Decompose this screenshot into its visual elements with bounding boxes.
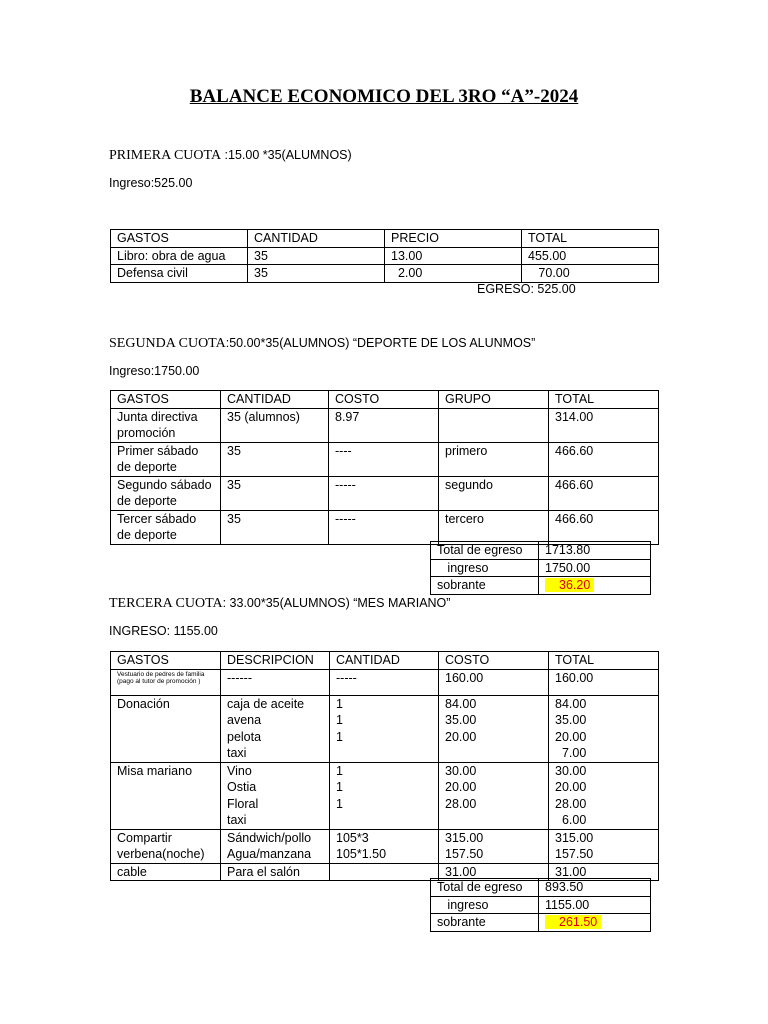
header-cell: COSTO <box>439 652 549 670</box>
table-cell: Libro: obra de agua <box>111 247 248 265</box>
table-cell: segundo <box>439 476 549 510</box>
table-cell: 35 (alumnos) <box>221 408 329 442</box>
table-row <box>111 829 659 863</box>
table-cell: 84.00 35.00 20.00 7.00 <box>549 695 659 762</box>
table-cell: 455.00 <box>522 247 659 265</box>
table-cell: 160.00 <box>549 669 659 695</box>
table-cell: Donación <box>111 695 221 762</box>
summary-row <box>431 542 651 560</box>
section-2-heading: SEGUNDA CUOTA <box>109 336 226 351</box>
section-1-detail: :15.00 *35(ALUMNOS) <box>221 148 352 162</box>
summary-value: 893.50 <box>539 879 651 897</box>
summary-label: ingreso <box>431 559 539 577</box>
table-cell: 314.00 <box>549 408 659 442</box>
table-cell: tercero <box>439 510 549 544</box>
table-row <box>111 762 659 829</box>
table-cell: 35 <box>221 510 329 544</box>
table-cell: ----- <box>329 510 439 544</box>
table-cell: ----- <box>330 669 439 695</box>
section-3-header <box>109 596 450 612</box>
section-3-summary <box>430 878 651 932</box>
summary-value: 1155.00 <box>539 896 651 914</box>
summary-label: Total de egreso <box>431 542 539 560</box>
highlighted-sobrante: 36.20 <box>545 578 594 592</box>
table-header-row <box>111 391 659 409</box>
summary-row <box>431 559 651 577</box>
header-cell: COSTO <box>329 391 439 409</box>
header-cell: TOTAL <box>522 230 659 248</box>
table-header-row <box>111 652 659 670</box>
table-row <box>111 442 659 476</box>
summary-label: sobrante <box>431 577 539 595</box>
header-cell: PRECIO <box>385 230 522 248</box>
table-cell <box>330 863 439 881</box>
header-cell: TOTAL <box>549 391 659 409</box>
table-cell: caja de aceite avena pelota taxi <box>221 695 330 762</box>
section-1-ingreso: Ingreso:525.00 <box>109 176 193 190</box>
table-cell: 30.00 20.00 28.00 6.00 <box>549 762 659 829</box>
section-3-table <box>110 651 659 881</box>
header-cell: CANTIDAD <box>248 230 385 248</box>
table-cell: Compartir verbena(noche) <box>111 829 221 863</box>
table-cell: 1 1 1 <box>330 762 439 829</box>
table-cell: 2.00 <box>385 265 522 283</box>
summary-value: 1713.80 <box>539 542 651 560</box>
header-cell: GRUPO <box>439 391 549 409</box>
document-title: BALANCE ECONOMICO DEL 3RO “A”-2024 <box>189 86 579 107</box>
table-cell: Junta directiva promoción <box>111 408 221 442</box>
section-1-table <box>110 229 659 283</box>
table-row <box>111 408 659 442</box>
summary-row <box>431 879 651 897</box>
header-cell: CANTIDAD <box>330 652 439 670</box>
section-3-ingreso: INGRESO: 1155.00 <box>109 624 218 638</box>
table-cell: 315.00 157.50 <box>439 829 549 863</box>
table-cell: Sándwich/pollo Agua/manzana <box>221 829 330 863</box>
table-cell: Vestuario de pedres de familia (pago al tutor de promoción ) <box>111 669 221 695</box>
table-header-row <box>111 230 659 248</box>
header-cell: GASTOS <box>111 391 221 409</box>
table-cell: cable <box>111 863 221 881</box>
table-row <box>111 247 659 265</box>
table-cell: 8.97 <box>329 408 439 442</box>
header-cell: CANTIDAD <box>221 391 329 409</box>
table-cell: 466.60 <box>549 510 659 544</box>
header-cell: GASTOS <box>111 652 221 670</box>
table-row <box>111 265 659 283</box>
table-cell: Vino Ostia Floral taxi <box>221 762 330 829</box>
section-2-summary <box>430 541 651 595</box>
table-row <box>111 695 659 762</box>
table-row <box>111 669 659 695</box>
table-cell: 35 <box>248 247 385 265</box>
section-2-table <box>110 390 659 545</box>
highlighted-sobrante: 261.50 <box>545 915 601 929</box>
table-row <box>111 510 659 544</box>
section-1-header <box>109 148 352 164</box>
header-cell: DESCRIPCION <box>221 652 330 670</box>
table-cell: 35 <box>221 476 329 510</box>
table-cell: 1 1 1 <box>330 695 439 762</box>
table-cell: ------ <box>221 669 330 695</box>
section-1-egreso: EGRESO: 525.00 <box>477 282 576 296</box>
table-cell: Para el salón <box>221 863 330 881</box>
section-1-heading: PRIMERA CUOTA <box>109 148 222 163</box>
table-cell: 35 <box>248 265 385 283</box>
section-2-header <box>109 336 535 352</box>
summary-value <box>539 577 651 595</box>
table-cell: Misa mariano <box>111 762 221 829</box>
section-3-detail: : 33.00*35(ALUMNOS) “MES MARIANO” <box>222 596 451 610</box>
table-cell: Defensa civil <box>111 265 248 283</box>
table-cell: 315.00 157.50 <box>549 829 659 863</box>
table-cell: 31.00 <box>549 863 659 881</box>
table-cell <box>439 408 549 442</box>
table-row <box>111 476 659 510</box>
header-cell: TOTAL <box>549 652 659 670</box>
table-cell: 35 <box>221 442 329 476</box>
section-2-detail: :50.00*35(ALUMNOS) “DEPORTE DE LOS ALUNMOS” <box>225 336 536 350</box>
header-cell: GASTOS <box>111 230 248 248</box>
table-cell: ---- <box>329 442 439 476</box>
table-cell: 466.60 <box>549 442 659 476</box>
table-cell: Tercer sábado de deporte <box>111 510 221 544</box>
table-cell: 31.00 <box>439 863 549 881</box>
table-cell: 30.00 20.00 28.00 <box>439 762 549 829</box>
section-2-ingreso: Ingreso:1750.00 <box>109 364 200 378</box>
summary-row <box>431 896 651 914</box>
table-cell: 70.00 <box>522 265 659 283</box>
summary-label: sobrante <box>431 914 539 932</box>
summary-row <box>431 577 651 595</box>
table-cell: 105*3 105*1.50 <box>330 829 439 863</box>
table-cell: primero <box>439 442 549 476</box>
table-cell: Segundo sábado de deporte <box>111 476 221 510</box>
section-3-heading: TERCERA CUOTA <box>109 596 223 611</box>
summary-label: Total de egreso <box>431 879 539 897</box>
table-cell: 466.60 <box>549 476 659 510</box>
summary-row <box>431 914 651 932</box>
summary-value <box>539 914 651 932</box>
table-cell: ----- <box>329 476 439 510</box>
table-cell: 13.00 <box>385 247 522 265</box>
table-cell: 160.00 <box>439 669 549 695</box>
table-cell: 84.00 35.00 20.00 <box>439 695 549 762</box>
table-cell: Primer sábado de deporte <box>111 442 221 476</box>
summary-value: 1750.00 <box>539 559 651 577</box>
summary-label: ingreso <box>431 896 539 914</box>
